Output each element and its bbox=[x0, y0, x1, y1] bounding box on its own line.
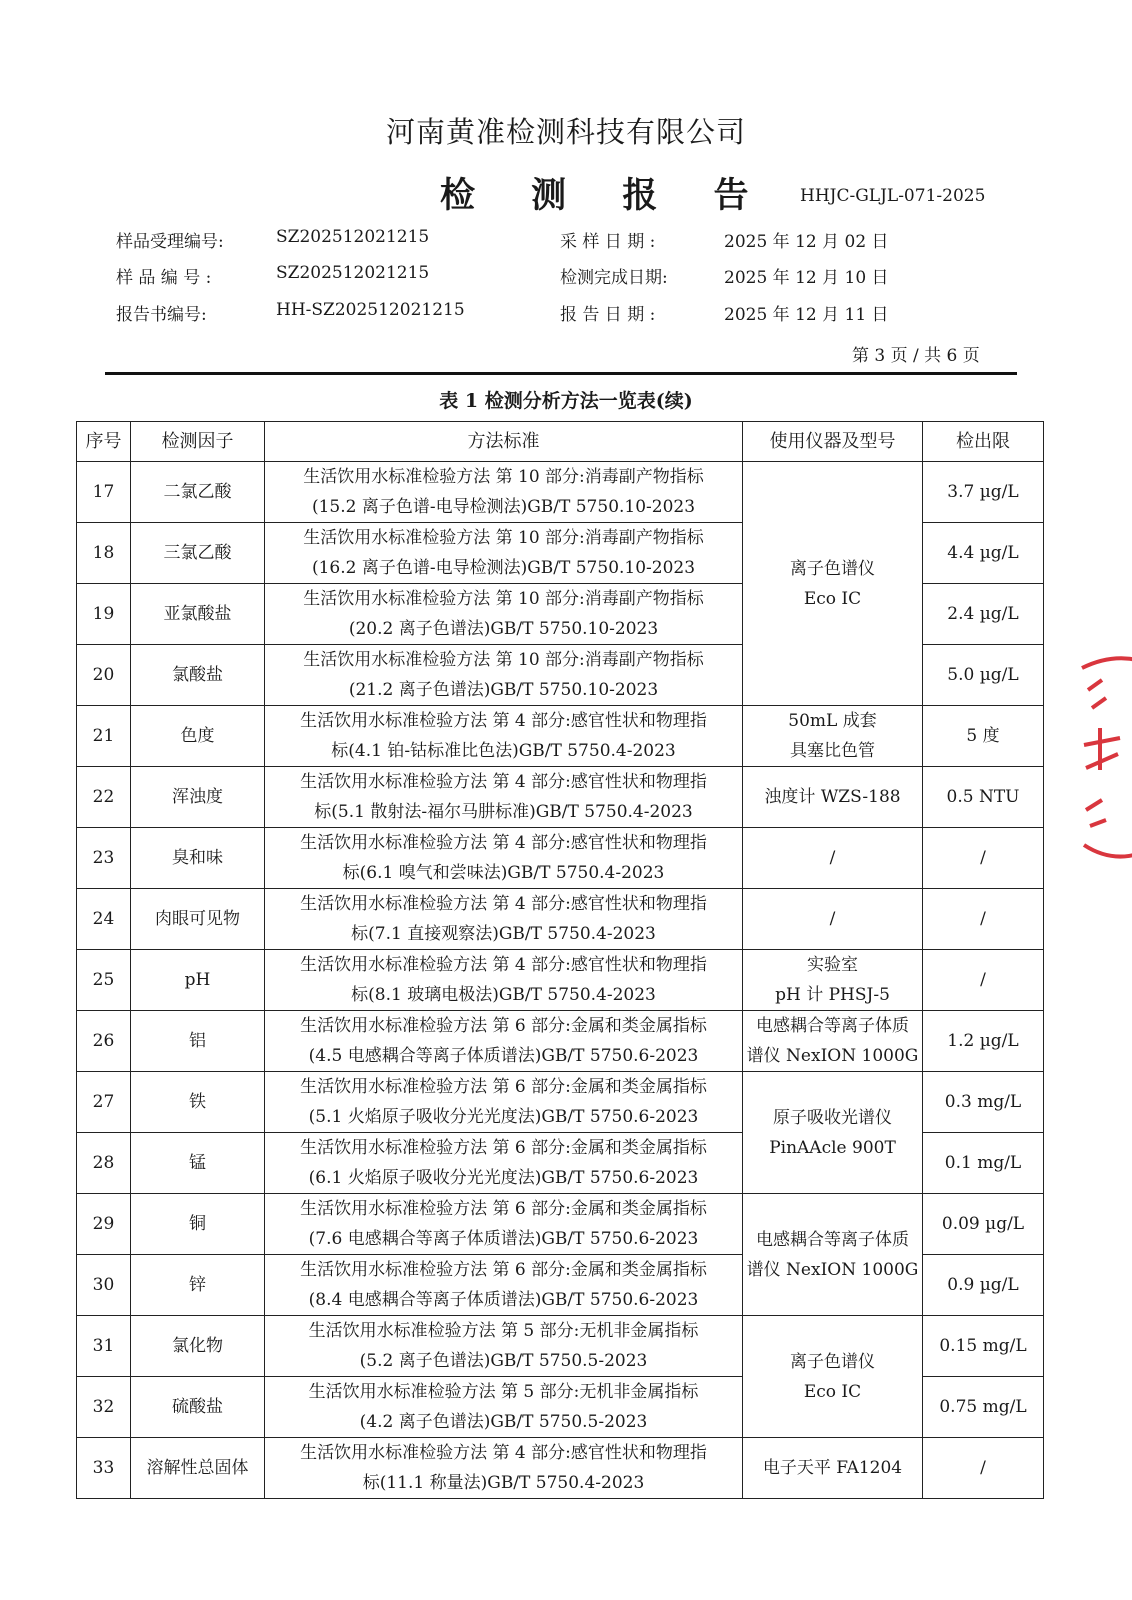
instrument-line: / bbox=[829, 848, 836, 868]
method-table bbox=[76, 421, 1044, 1499]
method-line: 生活饮用水标准检验方法 第 5 部分:无机非金属指标 bbox=[308, 1382, 699, 1402]
row-instrument bbox=[743, 889, 923, 950]
method-line: 标(4.1 铂-钴标准比色法)GB/T 5750.4-2023 bbox=[331, 741, 676, 761]
meta-value-report-no: HH-SZ202512021215 bbox=[276, 300, 465, 320]
method-line: 生活饮用水标准检验方法 第 4 部分:感官性状和物理指 bbox=[300, 955, 707, 975]
meta-value-sample-no: SZ202512021215 bbox=[276, 263, 430, 283]
instrument-line: 浊度计 WZS-188 bbox=[764, 787, 901, 807]
header-instrument: 使用仪器及型号 bbox=[743, 422, 923, 462]
table-header-row bbox=[77, 422, 1044, 462]
instrument-line: 电感耦合等离子体质 bbox=[756, 1016, 909, 1036]
method-line: 生活饮用水标准检验方法 第 6 部分:金属和类金属指标 bbox=[300, 1199, 707, 1219]
row-factor: 溶解性总固体 bbox=[131, 1438, 265, 1499]
row-instrument bbox=[743, 828, 923, 889]
method-line: 标(7.1 直接观察法)GB/T 5750.4-2023 bbox=[351, 924, 656, 944]
row-factor: 肉眼可见物 bbox=[131, 889, 265, 950]
meta-value-report-date: 2025 年 12 月 11 日 bbox=[724, 305, 889, 325]
method-line: (5.2 离子色谱法)GB/T 5750.5-2023 bbox=[359, 1351, 648, 1371]
row-no: 17 bbox=[77, 462, 131, 523]
method-line: (4.5 电感耦合等离子体质谱法)GB/T 5750.6-2023 bbox=[308, 1046, 699, 1066]
row-factor: 色度 bbox=[131, 706, 265, 767]
row-limit: 5.0 µg/L bbox=[923, 645, 1044, 706]
row-limit: 5 度 bbox=[923, 706, 1044, 767]
method-line: (20.2 离子色谱法)GB/T 5750.10-2023 bbox=[348, 619, 659, 639]
instrument-line: 谱仪 NexION 1000G bbox=[746, 1259, 919, 1280]
table-row bbox=[77, 1194, 1044, 1255]
header-limit: 检出限 bbox=[923, 422, 1044, 462]
instrument-line: 具塞比色管 bbox=[790, 741, 875, 761]
method-line: 生活饮用水标准检验方法 第 6 部分:金属和类金属指标 bbox=[300, 1138, 707, 1158]
row-instrument bbox=[743, 1194, 923, 1316]
meta-label-sampling-date: 采 样 日 期 : bbox=[560, 232, 656, 252]
row-factor: 三氯乙酸 bbox=[131, 523, 265, 584]
page-indicator: 第 3 页 / 共 6 页 bbox=[852, 346, 980, 366]
row-no: 19 bbox=[77, 584, 131, 645]
table-row bbox=[77, 767, 1044, 828]
method-line: (5.1 火焰原子吸收分光光度法)GB/T 5750.6-2023 bbox=[308, 1107, 699, 1127]
row-method bbox=[265, 1316, 743, 1377]
table-row bbox=[77, 1316, 1044, 1377]
instrument-line: 电感耦合等离子体质 bbox=[756, 1229, 909, 1250]
instrument-line: 离子色谱仪 bbox=[790, 1351, 875, 1372]
meta-value-sampling-date: 2025 年 12 月 02 日 bbox=[724, 232, 889, 252]
method-line: (4.2 离子色谱法)GB/T 5750.5-2023 bbox=[359, 1412, 648, 1432]
row-instrument bbox=[743, 1316, 923, 1438]
header-no: 序号 bbox=[77, 422, 131, 462]
row-limit: / bbox=[923, 828, 1044, 889]
row-factor: 臭和味 bbox=[131, 828, 265, 889]
row-limit: 0.09 µg/L bbox=[923, 1194, 1044, 1255]
row-no: 33 bbox=[77, 1438, 131, 1499]
row-no: 22 bbox=[77, 767, 131, 828]
row-method bbox=[265, 1438, 743, 1499]
row-limit: 3.7 µg/L bbox=[923, 462, 1044, 523]
row-factor: 锌 bbox=[131, 1255, 265, 1316]
row-factor: 氯酸盐 bbox=[131, 645, 265, 706]
row-no: 25 bbox=[77, 950, 131, 1011]
row-instrument bbox=[743, 1011, 923, 1072]
method-line: (15.2 离子色谱-电导检测法)GB/T 5750.10-2023 bbox=[311, 497, 696, 517]
meta-label-report-date: 报 告 日 期 : bbox=[560, 305, 656, 325]
row-factor: 锰 bbox=[131, 1133, 265, 1194]
table-row bbox=[77, 950, 1044, 1011]
row-method bbox=[265, 523, 743, 584]
meta-label-report-no: 报告书编号: bbox=[116, 305, 207, 325]
instrument-line: 谱仪 NexION 1000G bbox=[746, 1046, 919, 1066]
row-method bbox=[265, 1255, 743, 1316]
row-factor: 铁 bbox=[131, 1072, 265, 1133]
row-limit: 0.5 NTU bbox=[923, 767, 1044, 828]
method-line: (8.4 电感耦合等离子体质谱法)GB/T 5750.6-2023 bbox=[308, 1290, 699, 1310]
method-line: 生活饮用水标准检验方法 第 4 部分:感官性状和物理指 bbox=[300, 894, 707, 914]
method-line: 生活饮用水标准检验方法 第 4 部分:感官性状和物理指 bbox=[300, 711, 707, 731]
row-no: 26 bbox=[77, 1011, 131, 1072]
instrument-line: 离子色谱仪 bbox=[790, 558, 875, 579]
method-line: 标(8.1 玻璃电极法)GB/T 5750.4-2023 bbox=[351, 985, 656, 1005]
row-instrument bbox=[743, 706, 923, 767]
method-line: 生活饮用水标准检验方法 第 10 部分:消毒副产物指标 bbox=[303, 589, 704, 609]
row-method bbox=[265, 767, 743, 828]
row-factor: 浑浊度 bbox=[131, 767, 265, 828]
row-no: 21 bbox=[77, 706, 131, 767]
instrument-line: / bbox=[829, 909, 836, 929]
meta-value-accept-no: SZ202512021215 bbox=[276, 227, 430, 247]
row-factor: 氯化物 bbox=[131, 1316, 265, 1377]
meta-label-completion-date: 检测完成日期: bbox=[560, 268, 668, 288]
row-factor: 二氯乙酸 bbox=[131, 462, 265, 523]
row-factor: pH bbox=[131, 950, 265, 1011]
instrument-line: 50mL 成套 bbox=[788, 711, 877, 731]
header-factor: 检测因子 bbox=[131, 422, 265, 462]
instrument-line: 实验室 bbox=[807, 955, 858, 975]
row-instrument bbox=[743, 1438, 923, 1499]
table-row bbox=[77, 1011, 1044, 1072]
table-row bbox=[77, 1072, 1044, 1133]
seal-stamp-fragment bbox=[1080, 650, 1132, 865]
row-method bbox=[265, 1194, 743, 1255]
row-limit: 0.1 mg/L bbox=[923, 1133, 1044, 1194]
row-limit: 4.4 µg/L bbox=[923, 523, 1044, 584]
row-limit: / bbox=[923, 1438, 1044, 1499]
row-no: 23 bbox=[77, 828, 131, 889]
row-no: 28 bbox=[77, 1133, 131, 1194]
row-no: 29 bbox=[77, 1194, 131, 1255]
row-instrument bbox=[743, 1072, 923, 1194]
row-method bbox=[265, 584, 743, 645]
row-factor: 铝 bbox=[131, 1011, 265, 1072]
row-method bbox=[265, 1377, 743, 1438]
instrument-line: PinAAcle 900T bbox=[769, 1137, 896, 1158]
row-no: 30 bbox=[77, 1255, 131, 1316]
row-no: 31 bbox=[77, 1316, 131, 1377]
method-line: (16.2 离子色谱-电导检测法)GB/T 5750.10-2023 bbox=[311, 558, 696, 578]
meta-label-accept-no: 样品受理编号: bbox=[116, 232, 224, 252]
method-line: 生活饮用水标准检验方法 第 10 部分:消毒副产物指标 bbox=[303, 528, 704, 548]
row-method bbox=[265, 889, 743, 950]
instrument-line: 电子天平 FA1204 bbox=[762, 1458, 903, 1478]
table-row bbox=[77, 889, 1044, 950]
row-instrument bbox=[743, 767, 923, 828]
row-method bbox=[265, 950, 743, 1011]
table-caption: 表 1 检测分析方法一览表(续) bbox=[439, 390, 693, 412]
method-line: (21.2 离子色谱法)GB/T 5750.10-2023 bbox=[348, 680, 659, 700]
row-limit: 0.3 mg/L bbox=[923, 1072, 1044, 1133]
row-no: 32 bbox=[77, 1377, 131, 1438]
row-method bbox=[265, 1133, 743, 1194]
header-divider bbox=[105, 372, 1017, 375]
row-limit: / bbox=[923, 950, 1044, 1011]
method-line: 生活饮用水标准检验方法 第 4 部分:感官性状和物理指 bbox=[300, 1443, 707, 1463]
method-line: (7.6 电感耦合等离子体质谱法)GB/T 5750.6-2023 bbox=[308, 1229, 699, 1249]
row-limit: 0.75 mg/L bbox=[923, 1377, 1044, 1438]
method-line: 标(6.1 嗅气和尝味法)GB/T 5750.4-2023 bbox=[342, 863, 665, 883]
row-method bbox=[265, 462, 743, 523]
row-instrument bbox=[743, 462, 923, 706]
row-method bbox=[265, 1011, 743, 1072]
row-no: 24 bbox=[77, 889, 131, 950]
row-factor: 铜 bbox=[131, 1194, 265, 1255]
method-line: 标(5.1 散射法-福尔马肼标准)GB/T 5750.4-2023 bbox=[314, 802, 693, 822]
row-method bbox=[265, 645, 743, 706]
row-no: 20 bbox=[77, 645, 131, 706]
table-row bbox=[77, 462, 1044, 523]
document-code: HHJC-GLJL-071-2025 bbox=[800, 186, 986, 206]
method-line: 生活饮用水标准检验方法 第 10 部分:消毒副产物指标 bbox=[303, 467, 704, 487]
method-line: 生活饮用水标准检验方法 第 4 部分:感官性状和物理指 bbox=[300, 833, 707, 853]
method-line: 生活饮用水标准检验方法 第 10 部分:消毒副产物指标 bbox=[303, 650, 704, 670]
instrument-line: Eco IC bbox=[803, 1381, 862, 1402]
row-method bbox=[265, 706, 743, 767]
row-factor: 硫酸盐 bbox=[131, 1377, 265, 1438]
company-name: 河南黄准检测科技有限公司 bbox=[385, 115, 746, 149]
meta-label-sample-no: 样 品 编 号 : bbox=[116, 268, 212, 288]
row-instrument bbox=[743, 950, 923, 1011]
table-row bbox=[77, 828, 1044, 889]
row-limit: 0.15 mg/L bbox=[923, 1316, 1044, 1377]
header-method: 方法标准 bbox=[265, 422, 743, 462]
row-limit: 1.2 µg/L bbox=[923, 1011, 1044, 1072]
instrument-line: pH 计 PHSJ-5 bbox=[775, 985, 890, 1005]
instrument-line: 原子吸收光谱仪 bbox=[773, 1107, 892, 1128]
method-line: 标(11.1 称量法)GB/T 5750.4-2023 bbox=[362, 1473, 645, 1493]
row-no: 18 bbox=[77, 523, 131, 584]
row-limit: 2.4 µg/L bbox=[923, 584, 1044, 645]
table-row bbox=[77, 706, 1044, 767]
row-method bbox=[265, 828, 743, 889]
method-line: 生活饮用水标准检验方法 第 4 部分:感官性状和物理指 bbox=[300, 772, 707, 792]
row-factor: 亚氯酸盐 bbox=[131, 584, 265, 645]
table-row bbox=[77, 1438, 1044, 1499]
row-limit: 0.9 µg/L bbox=[923, 1255, 1044, 1316]
report-title: 检 测 报 告 bbox=[440, 175, 771, 216]
method-line: 生活饮用水标准检验方法 第 6 部分:金属和类金属指标 bbox=[300, 1260, 707, 1280]
method-line: (6.1 火焰原子吸收分光光度法)GB/T 5750.6-2023 bbox=[308, 1168, 699, 1188]
row-method bbox=[265, 1072, 743, 1133]
method-line: 生活饮用水标准检验方法 第 5 部分:无机非金属指标 bbox=[308, 1321, 699, 1341]
row-limit: / bbox=[923, 889, 1044, 950]
instrument-line: Eco IC bbox=[803, 588, 862, 609]
method-line: 生活饮用水标准检验方法 第 6 部分:金属和类金属指标 bbox=[300, 1016, 707, 1036]
meta-value-completion-date: 2025 年 12 月 10 日 bbox=[724, 268, 889, 288]
row-no: 27 bbox=[77, 1072, 131, 1133]
method-line: 生活饮用水标准检验方法 第 6 部分:金属和类金属指标 bbox=[300, 1077, 707, 1097]
